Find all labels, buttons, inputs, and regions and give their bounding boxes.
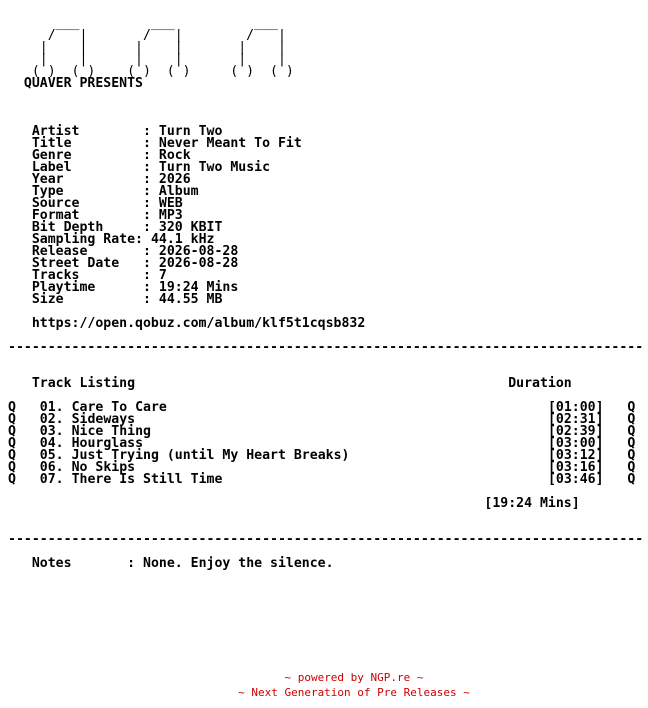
info-row: Sampling Rate: 44.1 kHz [31, 232, 215, 247]
info-key: Playtime [31, 280, 136, 295]
footer-line-1: ~ powered by NGP.re ~ [284, 671, 424, 684]
info-value: Turn Two [158, 124, 223, 139]
info-value: 7 [158, 268, 167, 283]
track-title: Care To Care [71, 400, 167, 415]
row-marker: Q [627, 460, 636, 475]
info-row: Format : MP3 [31, 208, 183, 223]
track-duration: [03:00] [547, 436, 604, 451]
info-key: Type [31, 184, 136, 199]
track-list [8, 400, 635, 487]
track-number: 05. [39, 448, 64, 463]
info-row: Type : Album [31, 184, 199, 199]
info-value: 2026 [158, 172, 191, 187]
info-key: Source [31, 196, 136, 211]
track-duration: [03:16] [547, 460, 604, 475]
info-row: Title : Never Meant To Fit [31, 136, 302, 151]
info-value: Never Meant To Fit [158, 136, 302, 151]
info-row: Size : 44.55 MB [31, 292, 223, 307]
track-title: Nice Thing [71, 424, 151, 439]
track-title: There Is Still Time [71, 472, 223, 487]
info-key: Bit Depth [31, 220, 136, 235]
info-value: 19:24 Mins [158, 280, 239, 295]
info-key: Street Date [31, 256, 136, 271]
presents-line [8, 76, 143, 91]
row-marker: Q [627, 400, 636, 415]
track-title: Sideways [71, 412, 136, 427]
track-listing-title: Track Listing [31, 376, 136, 391]
info-key: Sampling Rate [31, 232, 136, 247]
info-value: Album [158, 184, 199, 199]
track-duration: [02:39] [547, 424, 604, 439]
track-number: 07. [39, 472, 64, 487]
footer-line-2: ~ Next Generation of Pre Releases ~ [238, 686, 470, 699]
info-value: 320 KBIT [158, 220, 223, 235]
row-marker: Q [627, 412, 636, 427]
info-key: Size [31, 292, 136, 307]
divider: -------------------------------------------------------------------------------- [8, 340, 644, 355]
release-info-block [8, 124, 302, 307]
info-key: Tracks [31, 268, 136, 283]
info-row: Source : WEB [31, 196, 183, 211]
info-row: Label : Turn Two Music [31, 160, 271, 175]
info-row: Year : 2026 [31, 172, 191, 187]
footer-credit-2 [0, 670, 648, 700]
track-number: 04. [39, 436, 64, 451]
row-marker: Q [8, 424, 16, 439]
info-value: Rock [158, 148, 191, 163]
info-value: Turn Two Music [158, 160, 271, 175]
track-listing-header [8, 376, 572, 391]
track-title: No Skips [71, 460, 136, 475]
info-value: 2026-08-28 [158, 244, 239, 259]
row-marker: Q [8, 472, 16, 487]
row-marker: Q [627, 448, 636, 463]
total-playtime [8, 496, 580, 511]
duration-heading: Duration [508, 376, 572, 391]
info-row: Genre : Rock [31, 148, 191, 163]
track-row [8, 472, 635, 487]
presents-label: QUAVER PRESENTS [23, 76, 143, 91]
info-row: Tracks : 7 [31, 268, 167, 283]
info-key: Artist [31, 124, 136, 139]
track-duration: [03:12] [547, 448, 604, 463]
info-key: Release [31, 244, 136, 259]
notes-value: None. Enjoy the silence. [143, 556, 334, 571]
info-key: Format [31, 208, 136, 223]
ascii-note-logo: ___ ___ ___ / | / | / | | | | | | | | | | | | | ( ) ( ) ( ) ( ) ( ) ( ) [31, 16, 294, 79]
row-marker: Q [8, 412, 16, 427]
track-title: Hourglass [71, 436, 144, 451]
row-marker: Q [8, 400, 16, 415]
info-row: Artist : Turn Two [31, 124, 223, 139]
info-row: Release : 2026-08-28 [31, 244, 239, 259]
track-duration: [02:31] [547, 412, 604, 427]
track-duration: [01:00] [547, 400, 604, 415]
info-key: Genre [31, 148, 136, 163]
nfo-text [8, 6, 643, 570]
info-value: 2026-08-28 [158, 256, 239, 271]
release-url[interactable] [8, 316, 365, 331]
row-marker: Q [627, 424, 636, 439]
row-marker: Q [8, 460, 16, 475]
divider: -------------------------------------------------------------------------------- [8, 532, 644, 547]
info-row: Street Date : 2026-08-28 [31, 256, 239, 271]
info-value: WEB [158, 196, 183, 211]
row-marker: Q [8, 436, 16, 451]
row-marker: Q [627, 472, 636, 487]
row-marker: Q [8, 448, 16, 463]
info-value: 44.55 MB [158, 292, 223, 307]
track-number: 01. [39, 400, 64, 415]
info-value: MP3 [158, 208, 183, 223]
notes-key: Notes [31, 556, 128, 571]
info-key: Title [31, 136, 136, 151]
info-value: 44.1 kHz [150, 232, 215, 247]
track-number: 06. [39, 460, 64, 475]
info-key: Year [31, 172, 136, 187]
info-key: Label [31, 160, 136, 175]
release-url-text[interactable]: https://open.qobuz.com/album/klf5t1cqsb832 [31, 316, 366, 331]
track-title: Just Trying (until My Heart Breaks) [71, 448, 350, 463]
info-row: Bit Depth : 320 KBIT [31, 220, 223, 235]
info-row: Playtime : 19:24 Mins [31, 280, 239, 295]
track-number: 03. [39, 424, 64, 439]
total-playtime-value: [19:24 Mins] [484, 496, 580, 511]
track-number: 02. [39, 412, 64, 427]
row-marker: Q [627, 436, 636, 451]
notes-line: Notes : None. Enjoy the silence. [31, 556, 334, 571]
track-duration: [03:46] [547, 472, 604, 487]
